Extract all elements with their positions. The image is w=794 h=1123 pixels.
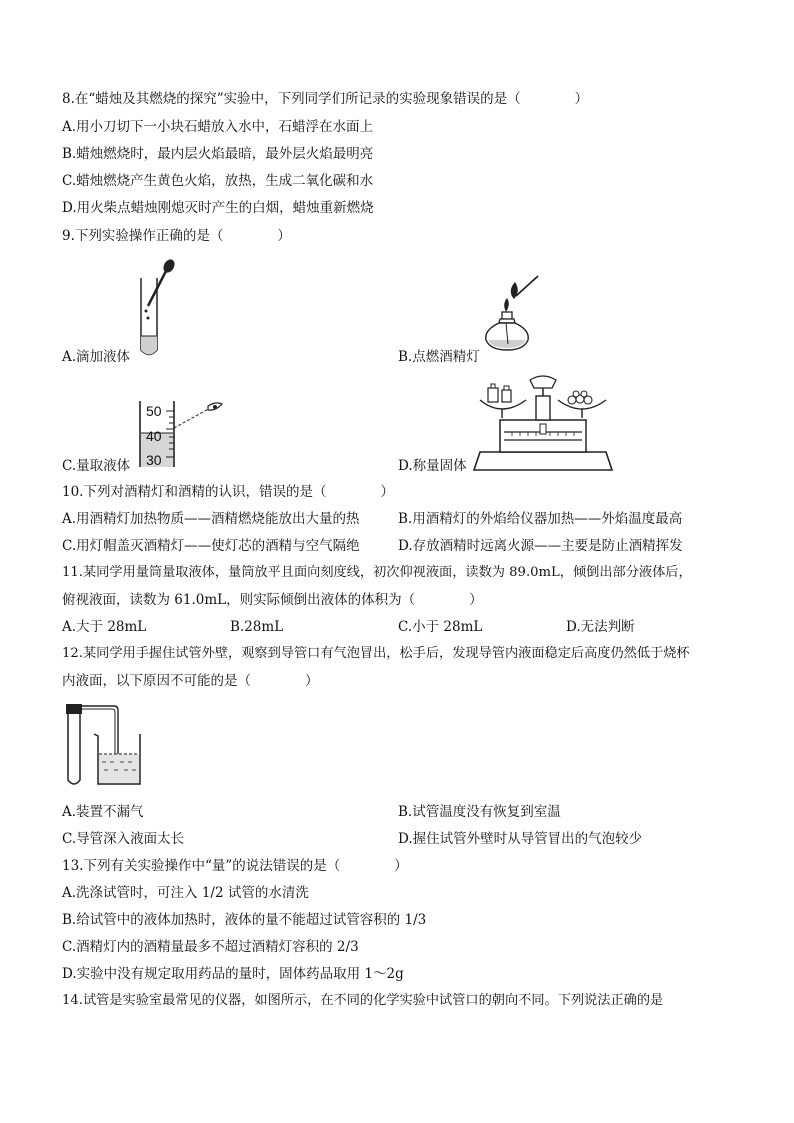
q13-option-c: C.酒精灯内的酒精量最多不超过酒精灯容积的 2/3 bbox=[62, 939, 359, 955]
q12-option-d: D.握住试管外壁时从导管冒出的气泡较少 bbox=[398, 831, 643, 847]
q9-option-c: C.量取液体 bbox=[62, 458, 131, 474]
airtightness-check-figure bbox=[58, 702, 158, 790]
q9-option-b: B.点燃酒精灯 bbox=[398, 349, 480, 365]
q11-option-c: C.小于 28mL bbox=[398, 619, 483, 635]
q13-option-b: B.给试管中的液体加热时，液体的量不能超过试管容积的 1/3 bbox=[62, 912, 427, 928]
q12-stem-line2: 内液面，以下原因不可能的是（ ） bbox=[62, 673, 319, 689]
q8-option-a: A.用小刀切下一小块石蜡放入水中，石蜡浮在水面上 bbox=[62, 119, 374, 135]
q11-stem-line1: 11.某同学用量筒量取液体，量筒放平且面向刻度线，初次仰视液面，读数为 89.0mL，倾倒出部分液体后， bbox=[62, 565, 692, 580]
q9-option-a: A.滴加液体 bbox=[62, 349, 131, 365]
q12-option-b: B.试管温度没有恢复到室温 bbox=[398, 804, 561, 820]
q12-option-c: C.导管深入液面太长 bbox=[62, 831, 185, 847]
q13-option-d: D.实验中没有规定取用药品的量时，固体药品取用 1～2g bbox=[62, 966, 404, 982]
q10-option-c: C.用灯帽盖灭酒精灯——使灯芯的酒精与空气隔绝 bbox=[62, 538, 360, 554]
q10-option-b: B.用酒精灯的外焰给仪器加热——外焰温度最高 bbox=[398, 511, 683, 527]
q12-option-a: A.装置不漏气 bbox=[62, 804, 144, 820]
q11-option-b: B.28mL bbox=[230, 619, 284, 635]
cylinder-mark-40: 40 bbox=[146, 428, 162, 444]
q10-option-a: A.用酒精灯加热物质——酒精燃烧能放出大量的热 bbox=[62, 511, 360, 527]
q13-stem: 13.下列有关实验操作中“量”的说法错误的是（ ） bbox=[62, 858, 408, 874]
q8-option-b: B.蜡烛燃烧时，最内层火焰最暗，最外层火焰最明亮 bbox=[62, 146, 374, 162]
q10-option-d: D.存放酒精时远离火源——主要是防止酒精挥发 bbox=[398, 538, 683, 554]
q11-option-a: A.大于 28mL bbox=[62, 619, 147, 635]
dropper-test-tube-figure bbox=[128, 256, 188, 366]
q11-stem-line2: 俯视液面，读数为 61.0mL，则实际倾倒出液体的体积为（ ） bbox=[62, 592, 483, 608]
cylinder-mark-50: 50 bbox=[146, 403, 162, 419]
q8-option-c: C.蜡烛燃烧产生黄色火焰，放热，生成二氧化碳和水 bbox=[62, 173, 374, 189]
q8-stem: 8.在“蜡烛及其燃烧的探究”实验中，下列同学们所记录的实验现象错误的是（ ） bbox=[62, 91, 589, 107]
q8-option-d: D.用火柴点蜡烛刚熄灭时产生的白烟，蜡烛重新燃烧 bbox=[62, 200, 374, 216]
alcohol-lamp-figure bbox=[482, 274, 542, 366]
q10-stem: 10.下列对酒精灯和酒精的认识，错误的是（ ） bbox=[62, 484, 394, 500]
balance-figure bbox=[470, 374, 616, 472]
q9-option-d: D.称量固体 bbox=[398, 458, 467, 474]
q14-stem: 14.试管是实验室最常见的仪器，如图所示，在不同的化学实验中试管口的朝向不同。下列说法正确的是 bbox=[62, 993, 664, 1008]
measuring-cylinder-figure bbox=[136, 397, 236, 473]
q11-option-d: D.无法判断 bbox=[566, 619, 635, 635]
q13-option-a: A.洗涤试管时，可注入 1/2 试管的水清洗 bbox=[62, 885, 309, 901]
q12-stem-line1: 12.某同学用手握住试管外壁，观察到导管口有气泡冒出，松手后，发现导管内液面稳定后高度仍然低于烧杯 bbox=[62, 646, 690, 661]
cylinder-mark-30: 30 bbox=[146, 452, 162, 468]
q9-stem: 9.下列实验操作正确的是（ ） bbox=[62, 228, 291, 244]
